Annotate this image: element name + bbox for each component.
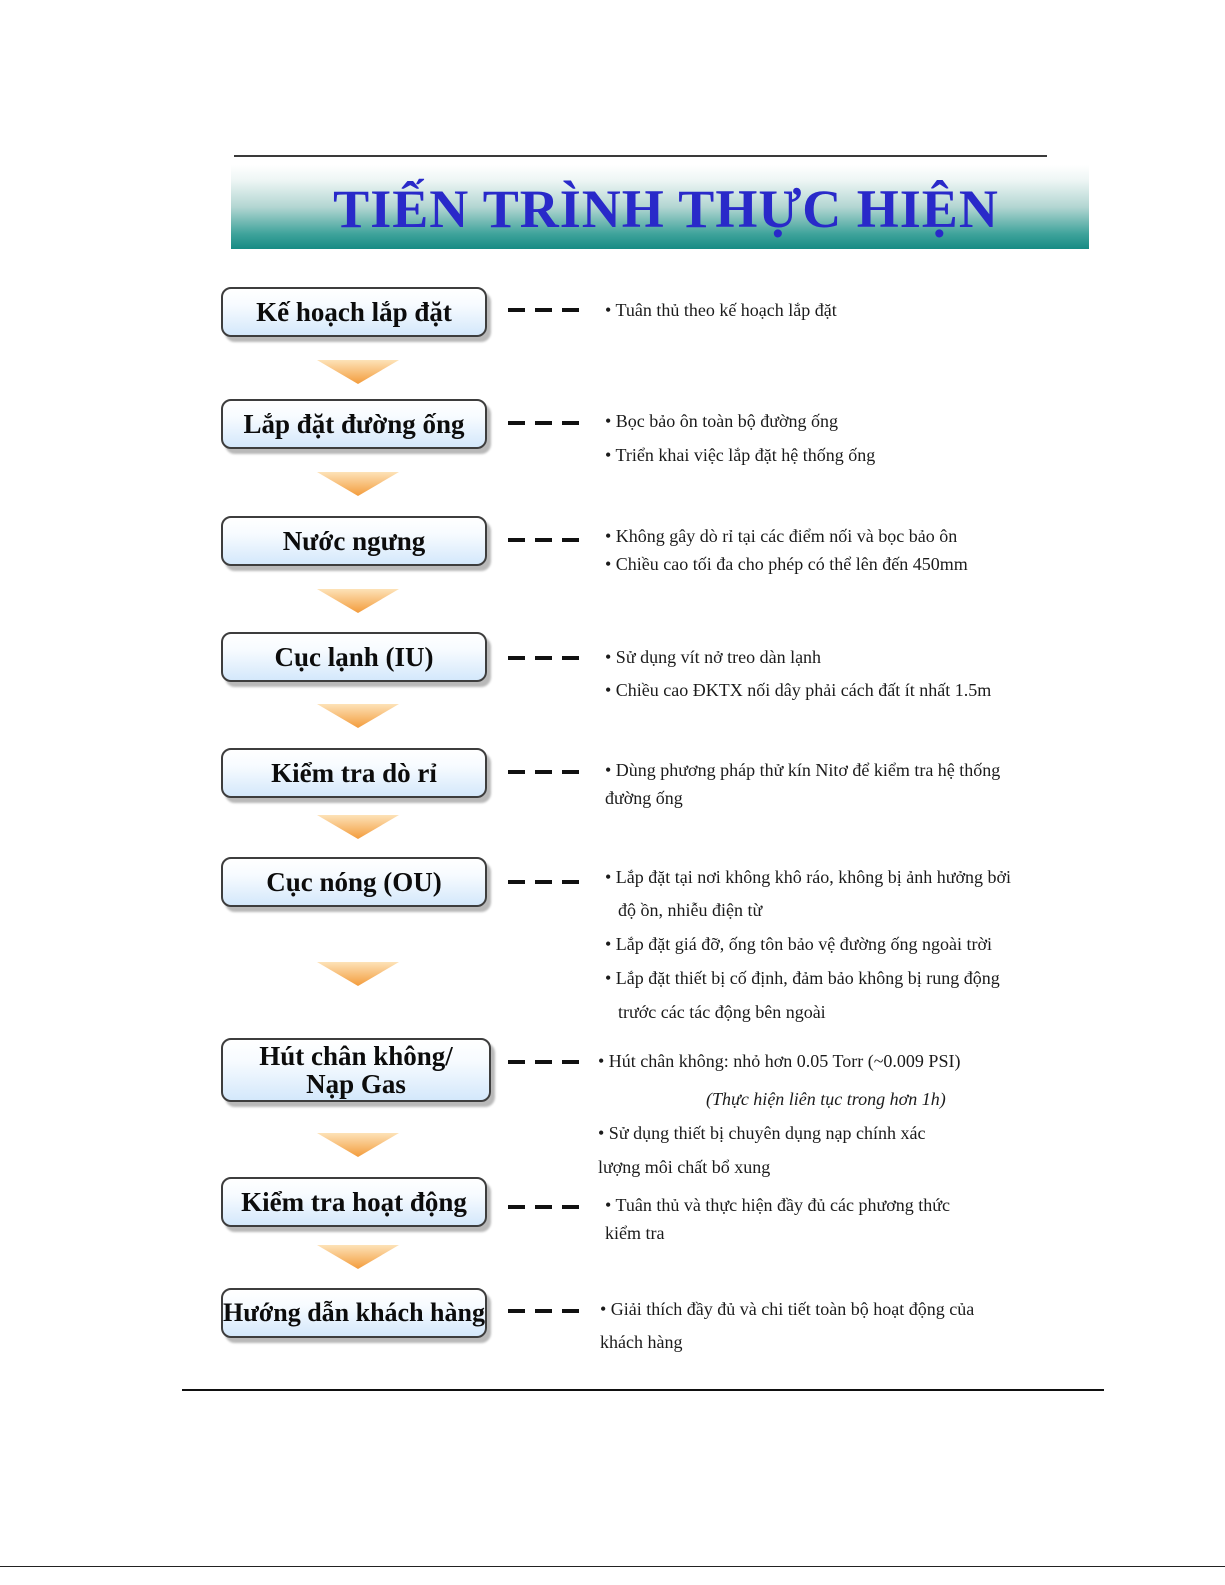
note-line: (Thực hiện liên tục trong hơn 1h)	[706, 1089, 946, 1109]
note-line: trước các tác động bên ngoài	[618, 1002, 826, 1022]
top-rule	[234, 155, 1047, 157]
dashed-connector	[508, 538, 580, 542]
note-line: • Tuân thủ và thực hiện đầy đủ các phương thức	[605, 1195, 951, 1215]
note-line: • Chiều cao tối đa cho phép có thể lên đến 450mm	[605, 554, 968, 574]
down-arrow-icon	[317, 815, 399, 839]
step-label: Kiểm tra dò rỉ	[271, 758, 437, 788]
step-label: Kiểm tra hoạt động	[241, 1187, 467, 1217]
note-line: • Triển khai việc lắp đặt hệ thống ống	[605, 445, 876, 465]
dashed-connector	[508, 770, 580, 774]
page-title: TIẾN TRÌNH THỰC HIỆN	[333, 179, 999, 239]
step-box-kiem-tra-hoat-dong	[221, 1177, 487, 1227]
step-label: Cục lạnh (IU)	[274, 642, 434, 672]
step-box-huong-dan-khach-hang	[221, 1288, 487, 1338]
note-line: lượng môi chất bổ xung	[598, 1157, 771, 1177]
note-line: • Sử dụng vít nở treo dàn lạnh	[605, 647, 822, 667]
down-arrow-icon	[317, 472, 399, 496]
step-label: Hút chân không/ Nạp Gas	[259, 1041, 453, 1099]
note-line: • Lắp đặt thiết bị cố định, đảm bảo không bị rung động	[605, 968, 1000, 988]
page-edge-rule	[0, 1566, 1225, 1567]
dashed-connector	[508, 1205, 580, 1209]
note-line: • Lắp đặt giá đỡ, ống tôn bảo vệ đường ống ngoài trời	[605, 934, 993, 954]
step-box-cuc-lanh	[221, 632, 487, 682]
note-line: • Sử dụng thiết bị chuyên dụng nạp chính xác	[598, 1123, 926, 1143]
down-arrow-icon	[317, 1245, 399, 1269]
dashed-connector	[508, 1060, 580, 1064]
step-box-cuc-nong	[221, 857, 487, 907]
step-box-lap-dat-duong-ong	[221, 399, 487, 449]
note-line: • Giải thích đầy đủ và chi tiết toàn bộ hoạt động của	[600, 1299, 975, 1319]
down-arrow-icon	[317, 704, 399, 728]
step-label: Cục nóng (OU)	[266, 867, 442, 897]
note-line: • Lắp đặt tại nơi không khô ráo, không bị ảnh hưởng bởi	[605, 867, 1012, 887]
step-label: Nước ngưng	[282, 526, 426, 556]
note-line: • Tuân thủ theo kế hoạch lắp đặt	[605, 300, 837, 320]
down-arrow-icon	[317, 589, 399, 613]
note-line: đường ống	[605, 788, 683, 808]
dashed-connector	[508, 308, 580, 312]
note-line: • Không gây dò rỉ tại các điểm nối và bọc bảo ôn	[605, 526, 958, 546]
step-label: Hướng dẫn khách hàng	[223, 1298, 485, 1327]
down-arrow-icon	[317, 962, 399, 986]
step-box-ke-hoach	[221, 287, 487, 337]
down-arrow-icon	[317, 360, 399, 384]
note-line: kiểm tra	[605, 1223, 665, 1243]
note-line: • Hút chân không: nhỏ hơn 0.05 Torr (~0.009 PSI)	[598, 1051, 961, 1071]
note-line: • Bọc bảo ôn toàn bộ đường ống	[605, 411, 839, 431]
step-label: Lắp đặt đường ống	[243, 409, 465, 439]
bottom-rule	[182, 1389, 1104, 1391]
note-line: • Dùng phương pháp thử kín Nitơ để kiểm tra hệ thống	[605, 760, 1001, 780]
step-label: Kế hoạch lắp đặt	[256, 297, 452, 327]
title-banner	[231, 165, 1089, 249]
dashed-connector	[508, 656, 580, 660]
dashed-connector	[508, 421, 580, 425]
step-box-kiem-tra-do-ri	[221, 748, 487, 798]
note-line: độ ồn, nhiễu điện từ	[618, 900, 763, 920]
step-box-hut-chan-khong	[221, 1038, 491, 1102]
note-line: khách hàng	[600, 1332, 683, 1352]
step-box-nuoc-ngung	[221, 516, 487, 566]
dashed-connector	[508, 880, 580, 884]
dashed-connector	[508, 1309, 580, 1313]
note-line: • Chiều cao ĐKTX nối dây phải cách đất ít nhất 1.5m	[605, 680, 992, 700]
down-arrow-icon	[317, 1133, 399, 1157]
